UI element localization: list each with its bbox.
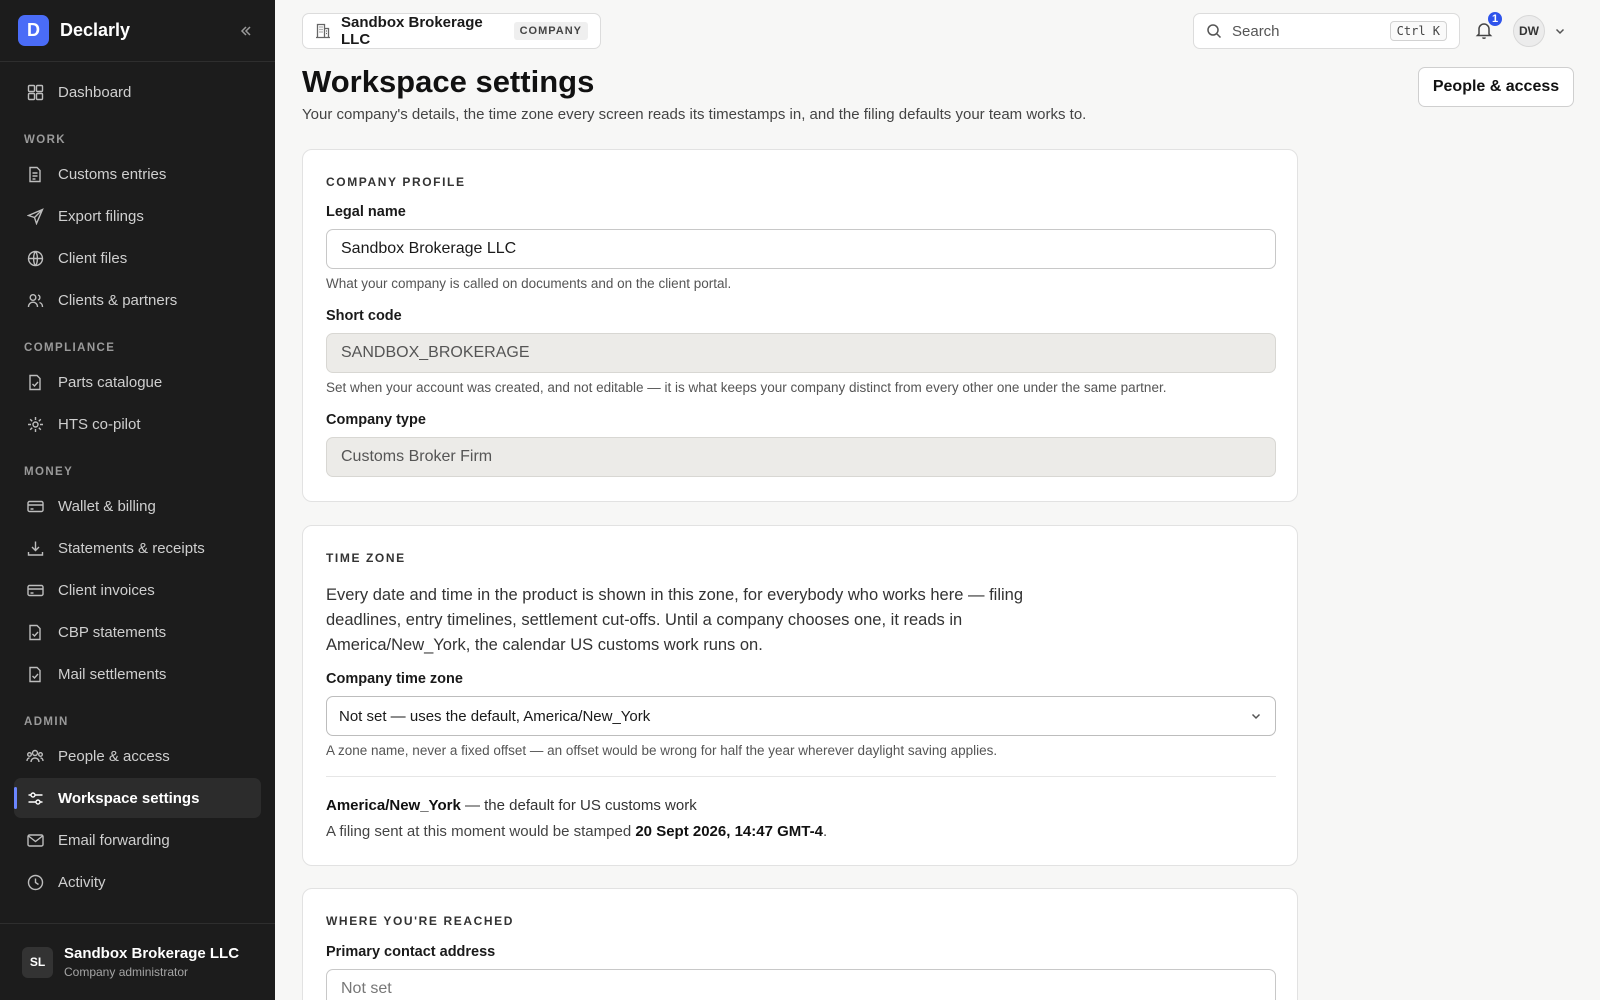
dashboard-icon	[26, 83, 44, 101]
notification-badge: 1	[1486, 10, 1504, 28]
sidebar-item-dashboard[interactable]	[14, 72, 261, 112]
section-title: WHERE YOU'RE REACHED	[326, 914, 514, 928]
sidebar-item-label: CBP statements	[58, 623, 167, 641]
clock-icon	[26, 873, 44, 891]
default-zone-name: America/New_York	[326, 797, 461, 814]
sidebar-item-cbp-statements[interactable]	[14, 612, 261, 652]
sidebar-item-label: Client files	[58, 249, 128, 267]
sliders-icon	[26, 789, 44, 807]
time-zone-card	[302, 525, 1298, 866]
legal-name-field[interactable]: Sandbox Brokerage LLC	[326, 229, 1276, 269]
sidebar	[0, 0, 275, 1000]
sidebar-item-statements-receipts[interactable]	[14, 528, 261, 568]
company-type-label: Company type	[326, 412, 426, 428]
building-icon	[315, 23, 331, 39]
section-title: COMPANY PROFILE	[326, 175, 466, 189]
brand	[0, 0, 275, 62]
sidebar-item-label: Activity	[58, 873, 106, 891]
sidebar-item-workspace-settings[interactable]	[14, 778, 261, 818]
sidebar-item-export-filings[interactable]	[14, 196, 261, 236]
time-zone-stamp-preview	[326, 823, 1274, 840]
sidebar-item-label: Parts catalogue	[58, 373, 163, 391]
account-info	[64, 945, 239, 979]
send-icon	[26, 207, 44, 225]
card-icon	[26, 497, 44, 515]
sparkle-icon	[26, 415, 44, 433]
file-check-icon	[26, 665, 44, 683]
users-icon	[26, 291, 44, 309]
sidebar-item-client-files[interactable]	[14, 238, 261, 278]
globe-icon	[26, 249, 44, 267]
file-check-icon	[26, 373, 44, 391]
sidebar-item-label: Customs entries	[58, 165, 167, 183]
search-input[interactable]	[1193, 13, 1460, 49]
sidebar-item-label: Email forwarding	[58, 831, 170, 849]
chevron-down-icon[interactable]	[1553, 24, 1567, 38]
search-icon	[1206, 23, 1222, 39]
account-name: Sandbox Brokerage LLC	[64, 945, 240, 962]
account-role: Company administrator	[64, 965, 189, 979]
sidebar-section-money: MONEY	[24, 466, 74, 478]
account-switcher[interactable]	[0, 923, 275, 1000]
sidebar-nav	[0, 62, 275, 902]
divider	[326, 776, 1276, 777]
short-code-help: Set when your account was created, and not editable — it is what keeps your company distinct from every other one under the same partner.	[326, 380, 1167, 395]
time-zone-select[interactable]	[326, 696, 1276, 736]
sidebar-item-wallet-billing[interactable]	[14, 486, 261, 526]
company-name: Sandbox Brokerage LLC	[341, 14, 483, 48]
company-tag: COMPANY	[514, 22, 588, 40]
brand-name[interactable]: Declarly	[60, 20, 131, 40]
time-zone-help: A zone name, never a fixed offset — an offset would be wrong for half the year wherever daylight saving applies.	[326, 743, 998, 758]
short-code-label: Short code	[326, 308, 402, 324]
people-access-button[interactable]: People & access	[1418, 67, 1574, 107]
time-zone-default	[326, 797, 1274, 814]
brand-logo[interactable]: D	[18, 15, 49, 46]
search-placeholder: Search	[1232, 22, 1280, 40]
company-type-field: Customs Broker Firm	[326, 437, 1276, 477]
user-avatar[interactable]: DW	[1513, 15, 1545, 47]
sidebar-item-customs-entries[interactable]	[14, 154, 261, 194]
time-zone-description: Every date and time in the product is shown in this zone, for everybody who works here — filing deadlines, entry timelines, settlement cut-offs. Until a company chooses one, it reads in America/New_York, the calendar US customs work runs on.	[326, 586, 1024, 654]
time-zone-label: Company time zone	[326, 671, 463, 687]
short-code-field: SANDBOX_BROKERAGE	[326, 333, 1276, 373]
download-icon	[26, 539, 44, 557]
sidebar-item-label: People & access	[58, 747, 170, 765]
card-icon	[26, 581, 44, 599]
primary-contact-field[interactable]: Not set	[326, 969, 1276, 1000]
sidebar-section-work: WORK	[24, 134, 67, 146]
sidebar-item-label: Clients & partners	[58, 291, 178, 309]
sidebar-item-label: Wallet & billing	[58, 497, 156, 515]
sidebar-item-label: HTS co-pilot	[58, 415, 141, 433]
page-title: Workspace settings	[302, 64, 595, 99]
sidebar-section-admin: ADMIN	[24, 716, 69, 728]
default-zone-note: — the default for US customs work	[464, 797, 697, 814]
page-subtitle: Your company's details, the time zone every screen reads its timestamps in, and the filing defaults your team works to.	[302, 106, 1087, 123]
stamp-suffix: .	[822, 823, 828, 840]
company-switcher[interactable]	[302, 13, 601, 49]
company-avatar: SL	[22, 947, 53, 978]
sidebar-item-label: Mail settlements	[58, 665, 167, 683]
sidebar-item-mail-settlements[interactable]	[14, 654, 261, 694]
sidebar-item-parts-catalogue[interactable]	[14, 362, 261, 402]
sidebar-item-label: Export filings	[58, 207, 144, 225]
collapse-sidebar-icon[interactable]	[235, 20, 257, 42]
stamp-prefix: A filing sent at this moment would be stamped	[326, 823, 632, 840]
document-icon	[26, 165, 44, 183]
sidebar-item-label: Dashboard	[58, 83, 132, 101]
contact-card	[302, 888, 1298, 1000]
primary-contact-label: Primary contact address	[326, 944, 496, 960]
sidebar-section-compliance: COMPLIANCE	[24, 342, 116, 354]
search-shortcut: Ctrl K	[1390, 21, 1447, 41]
group-icon	[26, 747, 44, 765]
sidebar-item-client-invoices[interactable]	[14, 570, 261, 610]
sidebar-item-clients-partners[interactable]	[14, 280, 261, 320]
mail-icon	[26, 831, 44, 849]
file-check-icon	[26, 623, 44, 641]
legal-name-help: What your company is called on documents and on the client portal.	[326, 276, 732, 291]
sidebar-item-people-access[interactable]	[14, 736, 261, 776]
section-title: TIME ZONE	[326, 551, 406, 565]
sidebar-item-email-forwarding[interactable]	[14, 820, 261, 860]
sidebar-item-label: Workspace settings	[58, 789, 200, 807]
time-zone-selected: Not set — uses the default, America/New_York	[339, 707, 651, 725]
stamp-value: 20 Sept 2026, 14:47 GMT-4	[635, 823, 823, 840]
legal-name-label: Legal name	[326, 204, 406, 220]
company-profile-card	[302, 149, 1298, 502]
sidebar-item-label: Statements & receipts	[58, 539, 205, 557]
sidebar-item-hts-co-pilot[interactable]	[14, 404, 261, 444]
chevron-down-icon	[1249, 709, 1263, 723]
sidebar-item-activity[interactable]	[14, 862, 261, 902]
sidebar-item-label: Client invoices	[58, 581, 155, 599]
